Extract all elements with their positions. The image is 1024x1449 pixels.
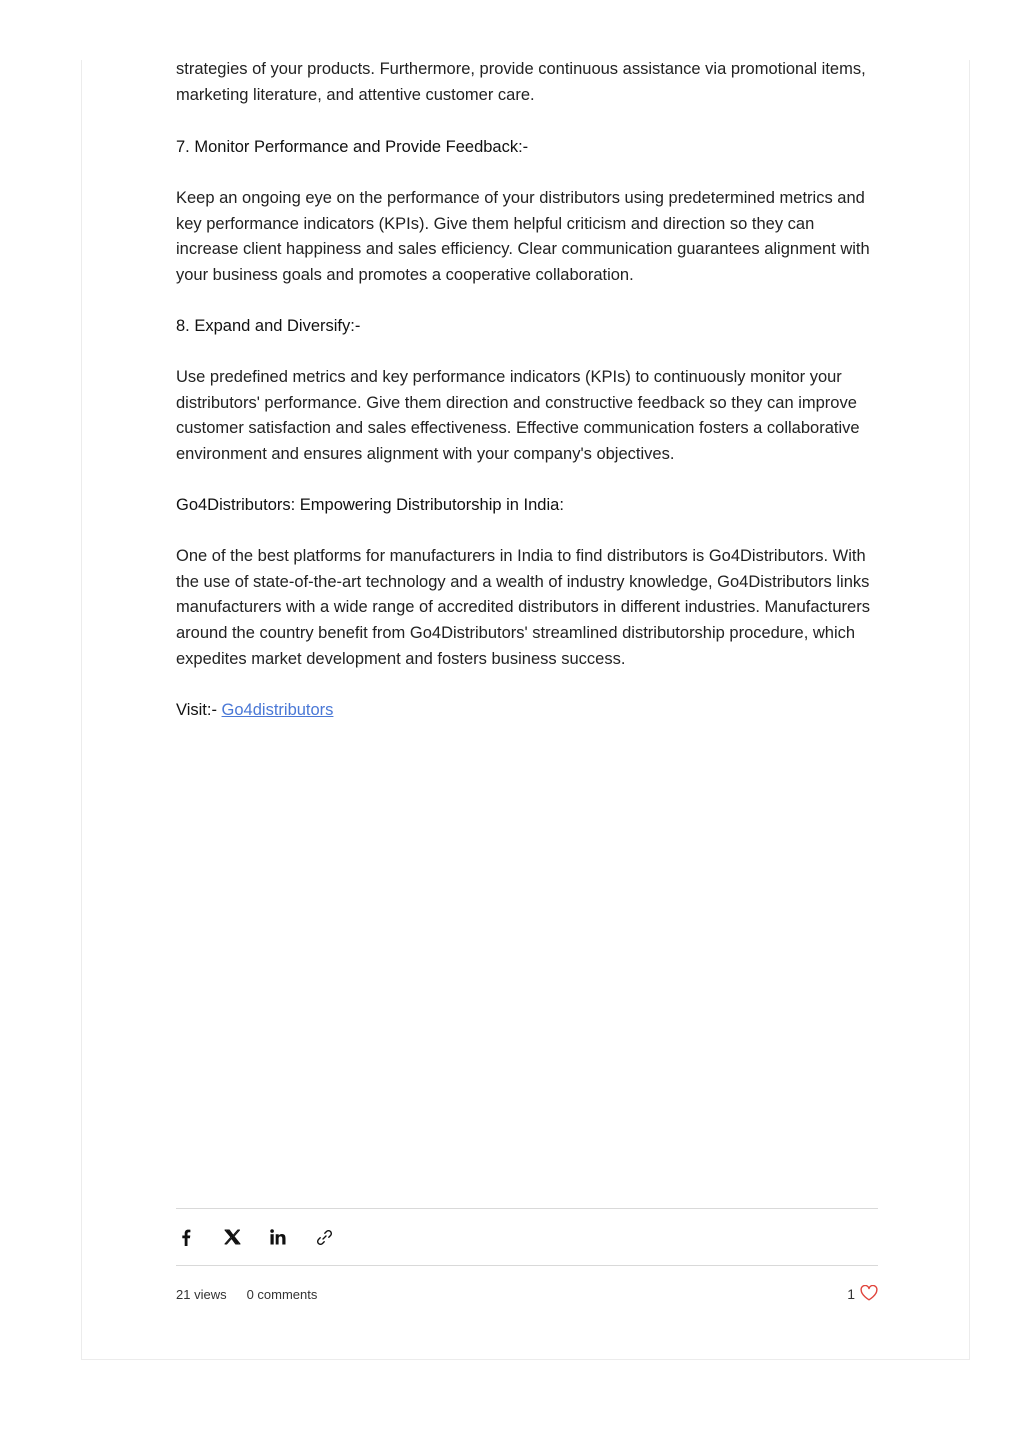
- post-body: [176, 60, 878, 749]
- like-button[interactable]: [847, 1285, 878, 1304]
- link-icon[interactable]: [314, 1227, 334, 1247]
- paragraph-expand-diversify: Use predefined metrics and key performance indicators (KPIs) to continuously monitor your distributors' performance. Give them direction and constructive feedback so they can improve customer satisfaction and sales effectiveness. Effective communication fosters a collaborative environment and ensures alignment with your company's objectives.: [176, 368, 860, 463]
- visit-prefix: Visit:-: [176, 700, 222, 719]
- blog-post-card: [81, 60, 970, 1360]
- x-icon[interactable]: [222, 1227, 242, 1247]
- paragraph-monitor-performance: Keep an ongoing eye on the performance of your distributors using predetermined metrics and key performance indicators (KPIs). Give them helpful criticism and direction so they can increase client happiness and sales efficiency. Clear communication guarantees alignment with your business goals and promotes a cooperative collaboration.: [176, 188, 870, 284]
- likes-count: 1: [847, 1286, 855, 1302]
- heart-icon: [860, 1285, 878, 1304]
- linkedin-icon[interactable]: [268, 1227, 288, 1247]
- visit-line: [176, 698, 878, 724]
- go4distributors-link[interactable]: Go4distributors: [221, 700, 334, 719]
- section-heading-expand-diversify: 8. Expand and Diversify:-: [176, 316, 361, 335]
- post-stats: [176, 1282, 878, 1306]
- comments-count[interactable]: 0 comments: [246, 1286, 318, 1302]
- paragraph-intro-continued: strategies of your products. Furthermore, provide continuous assistance via promotional items, marketing literature, and attentive customer care.: [176, 60, 866, 104]
- views-count: 21 views: [176, 1286, 227, 1302]
- section-heading-go4distributors: Go4Distributors: Empowering Distributorship in India:: [176, 496, 564, 515]
- share-bar: [176, 1208, 878, 1266]
- facebook-icon[interactable]: [176, 1227, 196, 1247]
- paragraph-go4distributors: One of the best platforms for manufacturers in India to find distributors is Go4Distributors. With the use of state-of-the-art technology and a wealth of industry knowledge, Go4Distributors links manufacturers with a wide range of accredited distributors in different industries. Manufacturers around the country benefit from Go4Distributors' streamlined distributorship procedure, which expedites market development and fosters business success.: [176, 547, 870, 668]
- section-heading-monitor-performance: 7. Monitor Performance and Provide Feedback:-: [176, 137, 529, 156]
